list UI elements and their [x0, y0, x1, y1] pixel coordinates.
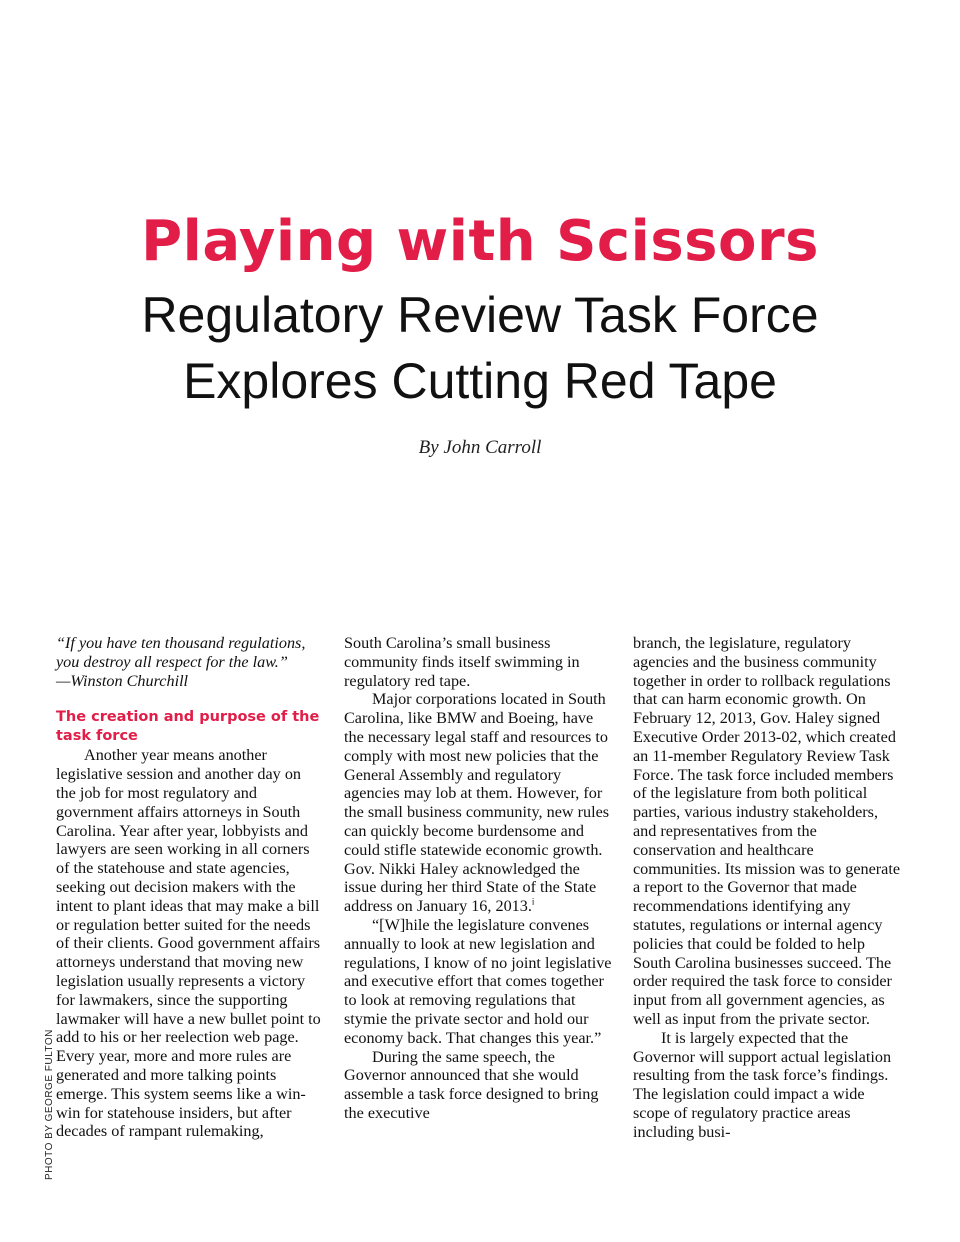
section-heading: The creation and purpose of the task force [56, 709, 320, 745]
body-paragraph: South Carolina’s small business community finds itself swimming in regulatory red tape. [344, 634, 580, 690]
body-paragraph: Another year means another legislative session and another day on the job for most regulatory and government affairs attorneys in South Carolina. Year after year, lobbyists and lawyers are seen working in all corners of the statehouse and state agencies, seeking out decision makers with the intent to plant ideas that may make a bill or regulation better suited for the needs of their clients. Good government affairs attorneys understand that moving new legislation usually represents a victory for lawmakers, since the supporting lawmaker will have a new bullet point to add to his or her reelection web page. Every year, more and more rules are generated and more talking points emerge. This system seems like a win-win for statehouse insiders, but after decades of rampant rulemaking, [56, 746, 321, 1141]
photo-credit: PHOTO BY GEORGE FULTON [44, 1029, 55, 1180]
article-subtitle [0, 282, 960, 414]
epigraph-line-2: you destroy all respect for the law.” [56, 652, 288, 671]
epigraph-line-1: “If you have ten thousand regulations, [56, 634, 306, 652]
footnote-marker: i [531, 896, 535, 907]
epigraph-attribution: —Winston Churchill [56, 671, 189, 690]
body-paragraph [344, 690, 612, 916]
body-paragraph: “[W]hile the legislature convenes annually to look at new legislation and regulations, I know of no joint legislative and executive effort that comes together to look at removing regulations that stymie the private sector and hold our economy back. That changes this year.” [344, 915, 612, 1047]
column-1 [56, 634, 324, 1141]
article-title: Playing with Scissors [141, 209, 819, 274]
body-paragraph: During the same speech, the Governor announced that she would assemble a task force designed to bring the executive [344, 1047, 599, 1122]
column-3 [633, 634, 901, 1142]
body-paragraph: branch, the legislature, regulatory agencies and the business community together in order to rollback regulations that can harm economic growth. On February 12, 2013, Gov. Haley signed Executive Order 2013-02, which created an 11-member Regulatory Review Task Force. The task force included members of the legislature from both political parties, various industry stakeholders, and representatives from the conservation and healthcare communities. Its mission was to generate a report to the Governor that made recommendations identifying any statutes, regulations or internal agency policies that could be folded to help South Carolina businesses succeed. The order required the task force to consider input from all government agencies, as well as input from the private sector. [633, 634, 901, 1028]
column-2 [344, 634, 612, 1123]
subtitle-line-1: Regulatory Review Task Force [141, 287, 819, 343]
body-paragraph: It is largely expected that the Governor will support actual legislation resulting from the task force’s findings. The legislation could impact a wide scope of regulatory practice areas including busi- [633, 1028, 892, 1141]
paragraph-text: Major corporations located in South Carolina, like BMW and Boeing, have the necessary legal staff and resources to comply with most new policies that the General Assembly and regulatory agencies may lob at them. However, for the small business community, new rules can quickly become burdensome and could stifle statewide economic growth. Gov. Nikki Haley acknowledged the issue during her third State of the State address on January 16, 2013. [344, 690, 610, 916]
byline: By John Carroll [418, 437, 542, 458]
subtitle-line-2: Explores Cutting Red Tape [183, 353, 777, 409]
